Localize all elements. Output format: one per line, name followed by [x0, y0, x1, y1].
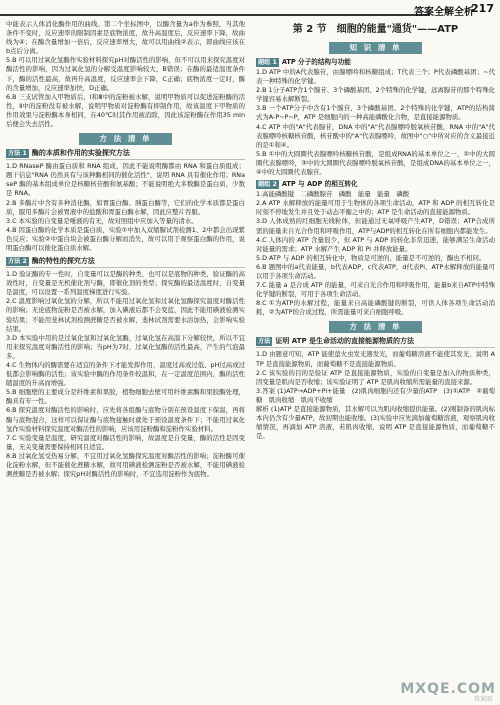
header-rule	[0, 14, 430, 16]
answer-item: 8.C ①为ATP的水解过程，能量来自高能磷酸键的断裂，可供人体各项生命活动消耗，②为ATP的合成过程，所需能量可来自细胞呼吸。	[256, 299, 495, 317]
answer-item: 4.C 人体内的 ATP 含量很少，但 ATP 与 ADP 的转化非常迅速，能够满足生命活动对能量的需求；ATP 水解产生 ADP 和 Pi 并释放能量。	[256, 235, 495, 253]
answer-item: 1.D ATP 中的A代表腺苷，由腺嘌呤和核糖组成；T代表三个；P代表磷酸基团；~代表一种特殊的化学键。	[256, 68, 495, 86]
header-title: 答案全解全析	[414, 7, 474, 18]
method-list-banner: 方 法 清 单	[6, 133, 245, 145]
topic-title: ATP 分子的结构与功能	[281, 58, 351, 66]
paragraph: 5.B 可以用过氧化氢酶作实验材料探究pH对酶活性的影响，但不可以用来探究温度对酶活性的影响，因为过氧化氢的分解受温度影响较大，B错误；在酶的最适温度条件下，酶的活性最高，故再升高温度，反应速率会下降，C正确；底物浓度一定时，酶的含量增加，反应速率加快，D正确。	[6, 56, 245, 92]
method-tag: 方法	[258, 338, 271, 346]
answer-item: 7.C 实验变量是温度，研究温度对酶活性的影响，故温度是自变量，酶的活性是因变量，无关变量需要保持相同且适宜。	[6, 433, 245, 451]
method-heading	[6, 256, 245, 268]
topic-heading	[256, 57, 495, 67]
answer-item: 3.D 本实验中用的是过氧化氢和过氧化氢酶，过氧化氢在高温下分解较快，所以不宜用来探究温度对酶活性的影响；当pH为7时，过氧化氢酶的活性最高，产生的气泡最多。	[6, 333, 245, 360]
method-tag: 方法 2	[8, 258, 27, 266]
answer-item: 3.D 人体成熟的红细胞无线粒体，但能通过无氧呼吸产生ATP，D错误；ATP合成所需的能量来自光合作用和呼吸作用，ATP与ADP的相互转化在所有细胞内都能发生。	[256, 217, 495, 235]
answer-item: 4.B 因蛋白酶的化学本质是蛋白质，实验①中加入双缩脲试剂检测1、2中都会出现紫色反应；实验②中蛋白块会被蛋白酶分解而消失，故可以用于观察蛋白酶的作用，说明蛋白酶可以催化蛋白质水解。	[6, 225, 245, 252]
answer-item: 7.C 能量 a 是合成 ATP 的能量，可来自光合作用和呼吸作用，能量b来自ATP中特殊化学键的断裂，可用于各项生命活动。	[256, 281, 495, 299]
paragraph: 6.B 三支试管加入甲物质后，Ⅰ和Ⅲ中的淀粉被水解，说明甲物质可以促进淀粉酶的活性，Ⅱ中的淀粉没有被水解，说明甲物质对淀粉酶有抑制作用，故该温度下甲物质的作用效果与淀粉酶本身相同，在40℃时其作用被消除，因此该淀粉酶在作用35 min后便会失去活性。	[6, 92, 245, 129]
paragraph: 中能表示人体消化酶作用的曲线。第二个坐标图中，以酶含量为a作为参照，当其他条件不变时，反应速率的限制因素是底物浓度，故升高温度后，反应速率下降，故曲线为④；在酶含量增加一倍后，反应速率增大，故可以用曲线②表示，即曲线应该在b点后分离。	[6, 20, 245, 56]
answer-item: 1.D 由题意可知，ATP 能使萤火虫发光器发光，而葡萄糖溶液不能使其发光，说明 ATP 是直接能源物质，而葡萄糖不是直接能源物质。	[256, 350, 495, 368]
method-title: 酶的本质和作用的实验探究方法	[31, 149, 130, 158]
answer-item: 解析 (1)ATP 是直接能源物质，其水解可以为肌肉收缩提供能量。(2)刚制备的肌肉标本内仍含有少量ATP，故初期也能收缩。(3)实验中应先滴加葡萄糖溶液，观察肌肉收缩情况，再滴加 ATP 溶液，若肌肉收缩，说明 ATP 是直接能源物质，而葡萄糖不是。	[256, 405, 495, 441]
topic-tag: 题组 1	[258, 59, 277, 66]
method-heading	[6, 148, 245, 160]
topic-tag: 题组 2	[258, 181, 277, 189]
answer-item: 3.C 本实验的自变量是唾液的有无，故对照组中应加入等量的清水。	[6, 216, 198, 225]
answer-item: 2.B 1分子ATP含1个腺苷、3个磷酸基团、2个特殊的化学键，远离腺苷的那个特殊化学键容易水解断裂。	[256, 86, 495, 104]
answer-item: 5.B 细胞壁的主要成分是纤维素和果胶，植物细胞去壁可用纤维素酶和果胶酶处理，酶具有专一性。	[6, 388, 245, 406]
answer-item: 2.A ATP 水解释放的能量可用于生物体的各项生命活动，ATP 和 ADP 的相互转化是时刻不停地发生并且处于动态平衡之中的；ATP 是生命活动的直接能源物质。	[256, 199, 495, 217]
answer-item: 2.C 该实验的目的是验证 ATP 是直接能源物质，实验的自变量是加入的物质种类，因变量是肌肉是否收缩；该实验证明了 ATP 是肌肉收缩所需能量的直接来源。	[256, 368, 495, 386]
right-column	[256, 20, 495, 441]
answer-item: 2.C 温度影响过氧化氢的分解，所以不能用过氧化氢和过氧化氢酶探究温度对酶活性的影响；无论底物淀粉是否被水解，加入碘液后都不会变蓝，因此不能用碘液检测实验结果；不能用斐林试剂检测蔗糖是否被水解，斐林试剂需要水浴加热，会影响实验结果。	[6, 297, 245, 333]
answer-item: 1.高能磷酸键 二磷酸腺苷 磷酸 能量 能量 磷酸	[256, 190, 410, 199]
answer-item: 1.D 验证酶的专一性时，自变量可以是酶的种类，也可以是底物的种类，验证酶的高效性时，自变量是无机催化剂与酶，即催化剂的类型；探究酶的最适温度时，自变量是温度，可以设置一系列温度梯度进行实验。	[6, 270, 245, 297]
method-title: 证明 ATP 是生命活动的直接能源物质的方法	[275, 337, 415, 346]
answer-item: 5.B ①中的大圆圈代表腺嘌呤核糖核苷酸，是组成RNA的基本单位之一，②中的大圆圈代表腺嘌呤，③中的大圆圈代表腺嘌呤脱氧核苷酸，是组成DNA的基本单位之一，④中的大圆圈代表腺苷。	[256, 149, 495, 177]
knowledge-list-banner: 知 识 清 单	[256, 42, 495, 54]
answer-item: 3.B 一个ATP分子中含有1个腺苷、3个磷酸基团、2个特殊的化学键，ATP的结构简式为A-P~P~P，ATP 是细胞内的一种高能磷酸化合物，是直接能源物质。	[256, 104, 495, 122]
topic-title: ATP 与 ADP 的相互转化	[281, 180, 358, 189]
section-title: 第 2 节 细胞的能量"通货"——ATP	[292, 24, 459, 35]
method-list-banner: 方 法 清 单	[256, 321, 495, 333]
topic-heading	[256, 179, 495, 189]
answer-item: 3.答案 (1)ATP→ADP+Pi+能量 (2)肌肉细胞内还有少量的ATP (3)①ATP ②葡萄糖 肌肉收缩 肌肉不收缩	[256, 386, 495, 404]
answer-item: 1.D RNaseP 酶由蛋白质和 RNA 组成，因此不能说明酶都由 RNA 和蛋白质组成；题干信息"RNA 仍然具有与该种酶相同的催化活性"，说明 RNA 具有催化作用；RNaseP 酶的基本组成单位是核糖核苷酸和氨基酸；不能说明绝大多数酶是蛋白质，少数是 RNA。	[6, 162, 245, 198]
page-number: 217	[471, 2, 494, 15]
method-heading	[256, 336, 495, 348]
answer-item: 4.C 生物体内的酶需要在适宜的条件下才能发挥作用，温度过高或过低、pH过高或过低都会影响酶的活性；该实验中酶的作用条件较温和，在一定温度范围内，酶的活性随温度的升高而增强。	[6, 361, 245, 388]
answer-item: 8.B 过氧化氢受热易分解，不宜用过氧化氢酶探究温度对酶活性的影响；淀粉酶可催化淀粉水解，但不能催化蔗糖水解，故可用碘液检测淀粉是否被水解，不能用碘液检测蔗糖是否被水解；探究pH对酶活性的影响时，不宜选用淀粉作为底物。	[6, 451, 245, 479]
watermark-text: MXQE.COM	[400, 681, 496, 697]
page-header	[0, 0, 500, 22]
watermark	[376, 677, 496, 703]
answer-item: 6.B 探究温度对酶活性的影响时，应先将各组酶与底物分别在预设温度下保温，再将酶与底物混合，这样可以保证酶与底物接触时就处于预设温度条件下；不能用过氧化氢作实验材料探究温度对酶活性的影响，应该用淀粉酶和淀粉作实验材料。	[6, 406, 245, 433]
answer-item: 4.C ATP 中的"A"代表腺苷，DNA 中的"A"代表腺嘌呤脱氧核苷酸，RNA 中的"A"代表腺嘌呤核糖核苷酸，核苷酸中的"A"代表腺嘌呤，故图中"○"中所对应的含义最接近的是①和④。	[256, 122, 495, 149]
answer-item: 2.B 多酶片中含有多种消化酶，如胃蛋白酶、胰蛋白酶等，它们的化学本质都是蛋白质，服用多酶片会被胃液中的盐酸和胃蛋白酶水解，因此应整片吞服。	[6, 198, 245, 216]
method-tag: 方法 1	[8, 150, 27, 158]
answer-item: 5.D ATP 与 ADP 的相互转化中，物质是可逆的，能量是不可逆的，酶也不相同。	[256, 253, 486, 262]
watermark-subtext: 答案圈	[473, 696, 492, 703]
answer-item: 6.B 题图中的a代表能量，b代表ADP，c代表ATP，d代表Pi，ATP水解释放的能量可以用于各项生命活动。	[256, 262, 495, 280]
method-title: 酶的特性的探究方法	[31, 257, 95, 266]
left-column	[6, 20, 245, 479]
